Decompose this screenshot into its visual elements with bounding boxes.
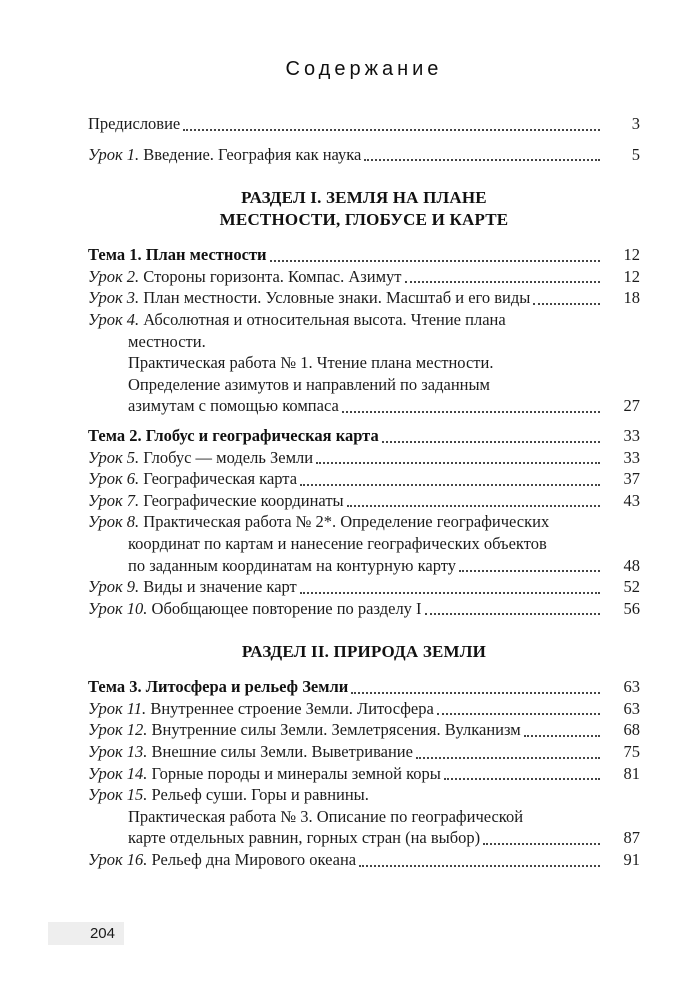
- toc-entry-line: [88, 266, 640, 288]
- toc-entry: [88, 719, 640, 741]
- entry-title: Введение. География как наука: [143, 144, 362, 164]
- section-heading: [88, 641, 640, 663]
- entry-page-number: 81: [623, 763, 640, 783]
- dot-leader: [437, 713, 600, 715]
- toc-entry: [88, 676, 640, 698]
- toc-entry-line: [88, 352, 640, 374]
- entry-page-number: 56: [623, 598, 640, 618]
- entry-page-number: 63: [623, 698, 640, 718]
- entry-page-number: 63: [623, 677, 640, 697]
- toc-entry: [88, 244, 640, 266]
- lesson-label: Урок 4.: [88, 309, 144, 329]
- toc-entry-line: [88, 598, 640, 620]
- entry-title: координат по картам и нанесение географических объектов: [128, 533, 547, 553]
- entry-title: Практическая работа № 3. Описание по географической: [128, 806, 524, 826]
- lesson-label: Урок 14.: [88, 763, 152, 783]
- lesson-label: Урок 8.: [88, 512, 144, 532]
- toc-entry-line: [88, 806, 640, 828]
- lesson-label: Урок 13.: [88, 742, 152, 762]
- page-number-badge: 204: [48, 922, 124, 945]
- entry-title: Тема 3. Литосфера и рельеф Земли: [88, 677, 349, 697]
- entry-page-number: 87: [623, 828, 640, 848]
- toc-entry: [88, 287, 640, 309]
- lesson-label: Урок 11.: [88, 698, 151, 718]
- dot-leader: [524, 735, 600, 737]
- dot-leader: [425, 613, 600, 615]
- lesson-label: Урок 7.: [88, 490, 144, 510]
- lesson-label: Урок 16.: [88, 850, 152, 870]
- toc-entry: [88, 266, 640, 288]
- entry-title: План местности. Условные знаки. Масштаб и его виды: [143, 288, 531, 308]
- toc-entry: [88, 784, 640, 849]
- toc-title: Содержание: [285, 58, 443, 80]
- dot-leader: [405, 281, 601, 283]
- section-heading-line: МЕСТНОСТИ, ГЛОБУСЕ И КАРТЕ: [219, 210, 509, 230]
- entry-page-number: 43: [623, 490, 640, 510]
- dot-leader: [351, 692, 600, 694]
- entry-title: Рельеф суши. Горы и равнины.: [151, 785, 369, 805]
- lesson-label: Урок 3.: [88, 288, 144, 308]
- toc-entry-line: [88, 698, 640, 720]
- entry-page-number: 75: [623, 742, 640, 762]
- toc: [88, 113, 640, 871]
- toc-entry-line: [88, 331, 640, 353]
- entry-page-number: 12: [623, 245, 640, 265]
- entry-title: по заданным координатам на контурную карту: [128, 555, 456, 575]
- toc-entry-line: [88, 395, 640, 417]
- entry-title: Географическая карта: [143, 469, 298, 489]
- entry-title: азимутам с помощью компаса: [128, 396, 339, 416]
- entry-page-number: 68: [623, 720, 640, 740]
- entry-page-number: 12: [623, 266, 640, 286]
- dot-leader: [416, 757, 600, 759]
- entry-title: Абсолютная и относительная высота. Чтение плана: [143, 309, 506, 329]
- toc-entry: [88, 309, 640, 417]
- entry-page-number: 91: [623, 850, 640, 870]
- toc-entry-line: [88, 144, 640, 166]
- entry-title: Глобус — модель Земли: [143, 447, 314, 467]
- lesson-label: Урок 9.: [88, 577, 144, 597]
- section-heading: [88, 187, 640, 231]
- lesson-label: Урок 1.: [88, 144, 144, 164]
- lesson-label: Урок 15.: [88, 785, 152, 805]
- toc-entry: [88, 576, 640, 598]
- entry-title: Обобщающее повторение по разделу I: [151, 598, 422, 618]
- toc-entry-line: [88, 827, 640, 849]
- entry-title: Стороны горизонта. Компас. Азимут: [143, 266, 402, 286]
- toc-entry-line: [88, 719, 640, 741]
- entry-page-number: 5: [631, 144, 640, 164]
- section-heading-line: РАЗДЕЛ I. ЗЕМЛЯ НА ПЛАНЕ: [241, 188, 487, 208]
- entry-title: Горные породы и минералы земной коры: [151, 763, 441, 783]
- toc-entry-line: [88, 287, 640, 309]
- dot-leader: [459, 570, 600, 572]
- toc-entry: [88, 598, 640, 620]
- dot-leader: [382, 441, 600, 443]
- entry-title: Предисловие: [88, 114, 181, 133]
- lesson-label: Урок 10.: [88, 598, 152, 618]
- lesson-label: Урок 5.: [88, 447, 144, 467]
- dot-leader: [444, 778, 600, 780]
- dot-leader: [347, 505, 600, 507]
- toc-entry-line: [88, 113, 640, 135]
- toc-entry-line: [88, 490, 640, 512]
- entry-page-number: 3: [631, 114, 640, 133]
- toc-entry: [88, 849, 640, 871]
- entry-title: Определение азимутов и направлений по заданным: [128, 374, 491, 394]
- toc-entry-line: [88, 849, 640, 871]
- entry-page-number: 37: [623, 469, 640, 489]
- entry-page-number: 52: [623, 577, 640, 597]
- entry-title: Внутренние силы Земли. Землетрясения. Вулканизм: [151, 720, 521, 740]
- toc-entry-line: [88, 555, 640, 577]
- toc-content: [88, 0, 640, 871]
- dot-leader: [342, 411, 600, 413]
- toc-entry: [88, 698, 640, 720]
- entry-page-number: 33: [623, 425, 640, 445]
- entry-page-number: 33: [623, 447, 640, 467]
- toc-entry-line: [88, 576, 640, 598]
- toc-entry-line: [88, 309, 640, 331]
- toc-entry: [88, 741, 640, 763]
- toc-entry: [88, 113, 640, 135]
- toc-entry-line: [88, 511, 640, 533]
- toc-entry: [88, 511, 640, 576]
- toc-entry-line: [88, 533, 640, 555]
- dot-leader: [316, 462, 600, 464]
- entry-page-number: 18: [623, 288, 640, 308]
- dot-leader: [183, 129, 600, 131]
- toc-entry-line: [88, 784, 640, 806]
- entry-title: Тема 1. План местности: [88, 245, 267, 265]
- toc-entry-line: [88, 763, 640, 785]
- toc-entry: [88, 763, 640, 785]
- dot-leader: [364, 159, 600, 161]
- toc-entry-line: [88, 741, 640, 763]
- entry-title: Практическая работа № 2*. Определение географических: [143, 512, 550, 532]
- toc-entry: [88, 447, 640, 469]
- toc-entry: [88, 490, 640, 512]
- dot-leader: [483, 843, 600, 845]
- toc-entry-line: [88, 244, 640, 266]
- lesson-label: Урок 2.: [88, 266, 144, 286]
- toc-entry: [88, 425, 640, 447]
- toc-entry-line: [88, 676, 640, 698]
- toc-entry-line: [88, 374, 640, 396]
- entry-title: Внешние силы Земли. Выветривание: [151, 742, 413, 762]
- toc-group: [88, 113, 640, 165]
- section-heading-line: РАЗДЕЛ II. ПРИРОДА ЗЕМЛИ: [241, 642, 487, 662]
- entry-page-number: 48: [623, 555, 640, 575]
- toc-entry: [88, 468, 640, 490]
- lesson-label: Урок 12.: [88, 720, 152, 740]
- dot-leader: [359, 865, 600, 867]
- toc-entry-line: [88, 425, 640, 447]
- lesson-label: Урок 6.: [88, 469, 144, 489]
- toc-group: [88, 244, 640, 417]
- toc-entry: [88, 144, 640, 166]
- dot-leader: [300, 592, 600, 594]
- entry-title: карте отдельных равнин, горных стран (на выбор): [128, 828, 481, 848]
- entry-title: Географические координаты: [143, 490, 344, 510]
- toc-entry-line: [88, 447, 640, 469]
- entry-title: Виды и значение карт: [143, 577, 297, 597]
- entry-title: Тема 2. Глобус и географическая карта: [88, 425, 379, 445]
- dot-leader: [533, 303, 600, 305]
- entry-title: Практическая работа № 1. Чтение плана местности.: [128, 353, 494, 373]
- entry-page-number: 27: [623, 396, 640, 416]
- dot-leader: [270, 260, 600, 262]
- entry-title: местности.: [128, 331, 206, 351]
- entry-title: Внутреннее строение Земли. Литосфера: [150, 698, 434, 718]
- toc-group: [88, 676, 640, 870]
- toc-group: [88, 425, 640, 619]
- dot-leader: [300, 484, 600, 486]
- toc-entry-line: [88, 468, 640, 490]
- entry-title: Рельеф дна Мирового океана: [151, 850, 357, 870]
